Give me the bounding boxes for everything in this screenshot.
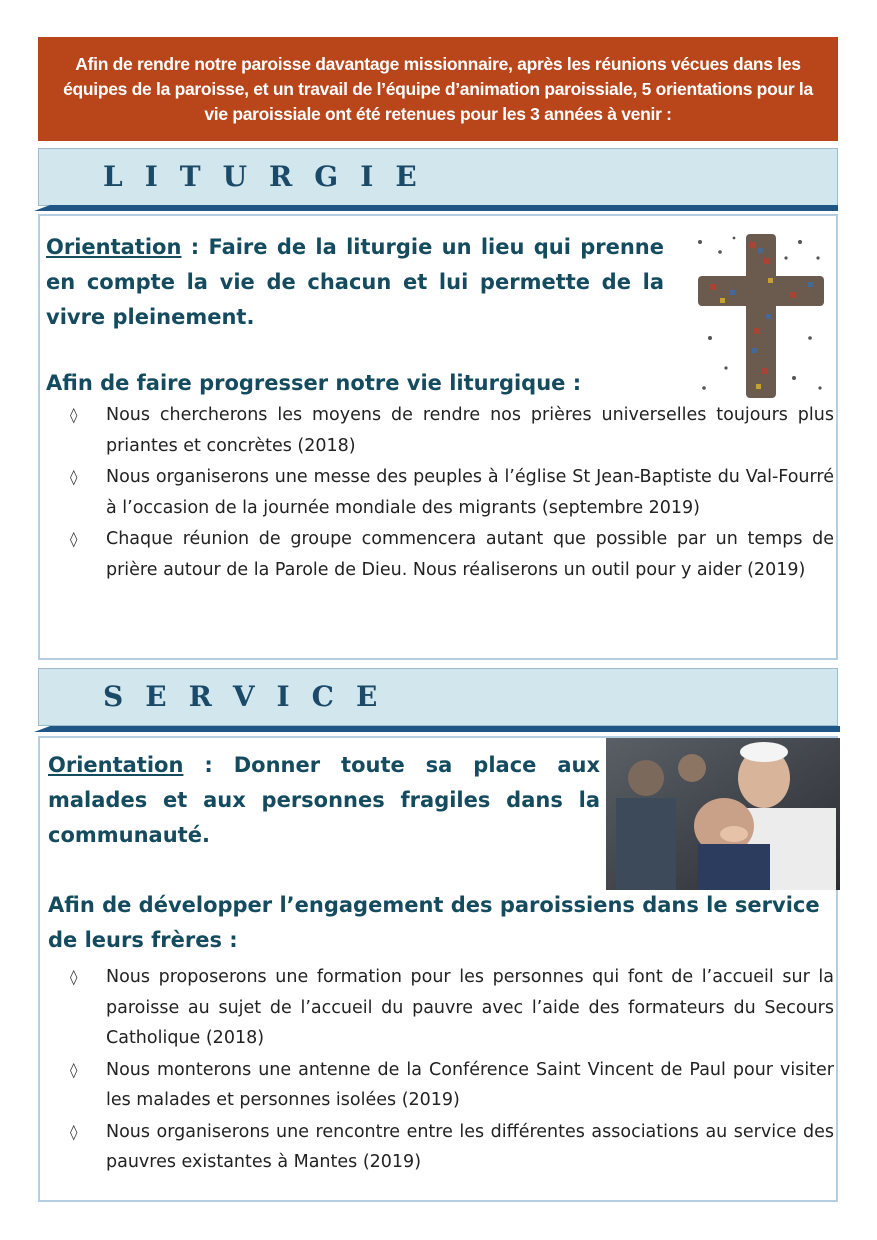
photo-icon <box>606 738 840 890</box>
service-section <box>38 736 838 1202</box>
liturgie-heading <box>38 148 838 206</box>
cross-of-people-icon <box>690 228 830 400</box>
list-item: ◊ Chaque réunion de groupe commencera autant que possible par un temps de prière autour de la Parole de Dieu. Nous réaliserons un outil pour y aider (2019) <box>40 524 834 585</box>
liturgie-orientation-label: Orientation <box>46 235 182 259</box>
list-item: ◊ Nous organiserons une messe des peuples à l’église St Jean-Baptiste du Val-Fourré à l’occasion de la journée mondiale des migrants (septembre 2019) <box>40 462 834 523</box>
service-heading <box>38 668 838 726</box>
list-item: ◊ Nous organiserons une rencontre entre les différentes associations au service des pauvres existantes à Mantes (2019) <box>40 1117 834 1178</box>
liturgie-list <box>40 400 834 586</box>
liturgie-orientation <box>46 230 664 335</box>
service-orientation-label: Orientation <box>48 753 184 777</box>
intro-text: Afin de rendre notre paroisse davantage missionnaire, après les réunions vécues dans les équipes de la paroisse, et un travail de l’équipe d’animation paroissiale, 5 orientations pour la vie paroissiale ont été retenues pour les 3 années à venir : <box>63 53 813 124</box>
cross-crowd-image <box>690 228 830 400</box>
diamond-bullet-icon: ◊ <box>70 1122 78 1141</box>
liturgie-orientation-text: : Faire de la liturgie un lieu qui prenne en compte la vie de chacun et lui permette de la vivre pleinement. <box>46 235 664 329</box>
liturgie-section <box>38 214 838 660</box>
liturgie-afin: Afin de faire progresser notre vie liturgique : <box>46 371 582 395</box>
diamond-bullet-icon: ◊ <box>70 530 78 548</box>
service-heading-text: SERVICE <box>103 680 400 713</box>
liturgie-heading-text: LITURGIE <box>103 160 439 193</box>
diamond-bullet-icon: ◊ <box>70 468 78 486</box>
diamond-bullet-icon: ◊ <box>70 406 78 424</box>
liturgie-rule <box>34 205 838 211</box>
service-afin: Afin de développer l’engagement des paroissiens dans le service de leurs frères : <box>48 893 820 952</box>
service-orientation-text: : Donner toute sa place aux malades et aux personnes fragiles dans la communauté. <box>48 753 600 847</box>
list-item: ◊ Nous monterons une antenne de la Conférence Saint Vincent de Paul pour visiter les malades et personnes isolées (2019) <box>40 1055 834 1116</box>
service-list <box>40 962 834 1179</box>
diamond-bullet-icon: ◊ <box>70 1060 78 1079</box>
intro-banner <box>38 37 838 141</box>
service-rule <box>34 726 840 732</box>
diamond-bullet-icon: ◊ <box>70 968 78 986</box>
service-orientation <box>48 748 600 853</box>
pope-embrace-photo <box>606 738 840 890</box>
list-item: ◊ Nous proposerons une formation pour les personnes qui font de l’accueil sur la paroisse au sujet de l’accueil du pauvre avec l’aide des formateurs du Secours Catholique (2018) <box>40 962 834 1054</box>
list-item: ◊ Nous chercherons les moyens de rendre nos prières universelles toujours plus priantes et concrètes (2018) <box>40 400 834 461</box>
